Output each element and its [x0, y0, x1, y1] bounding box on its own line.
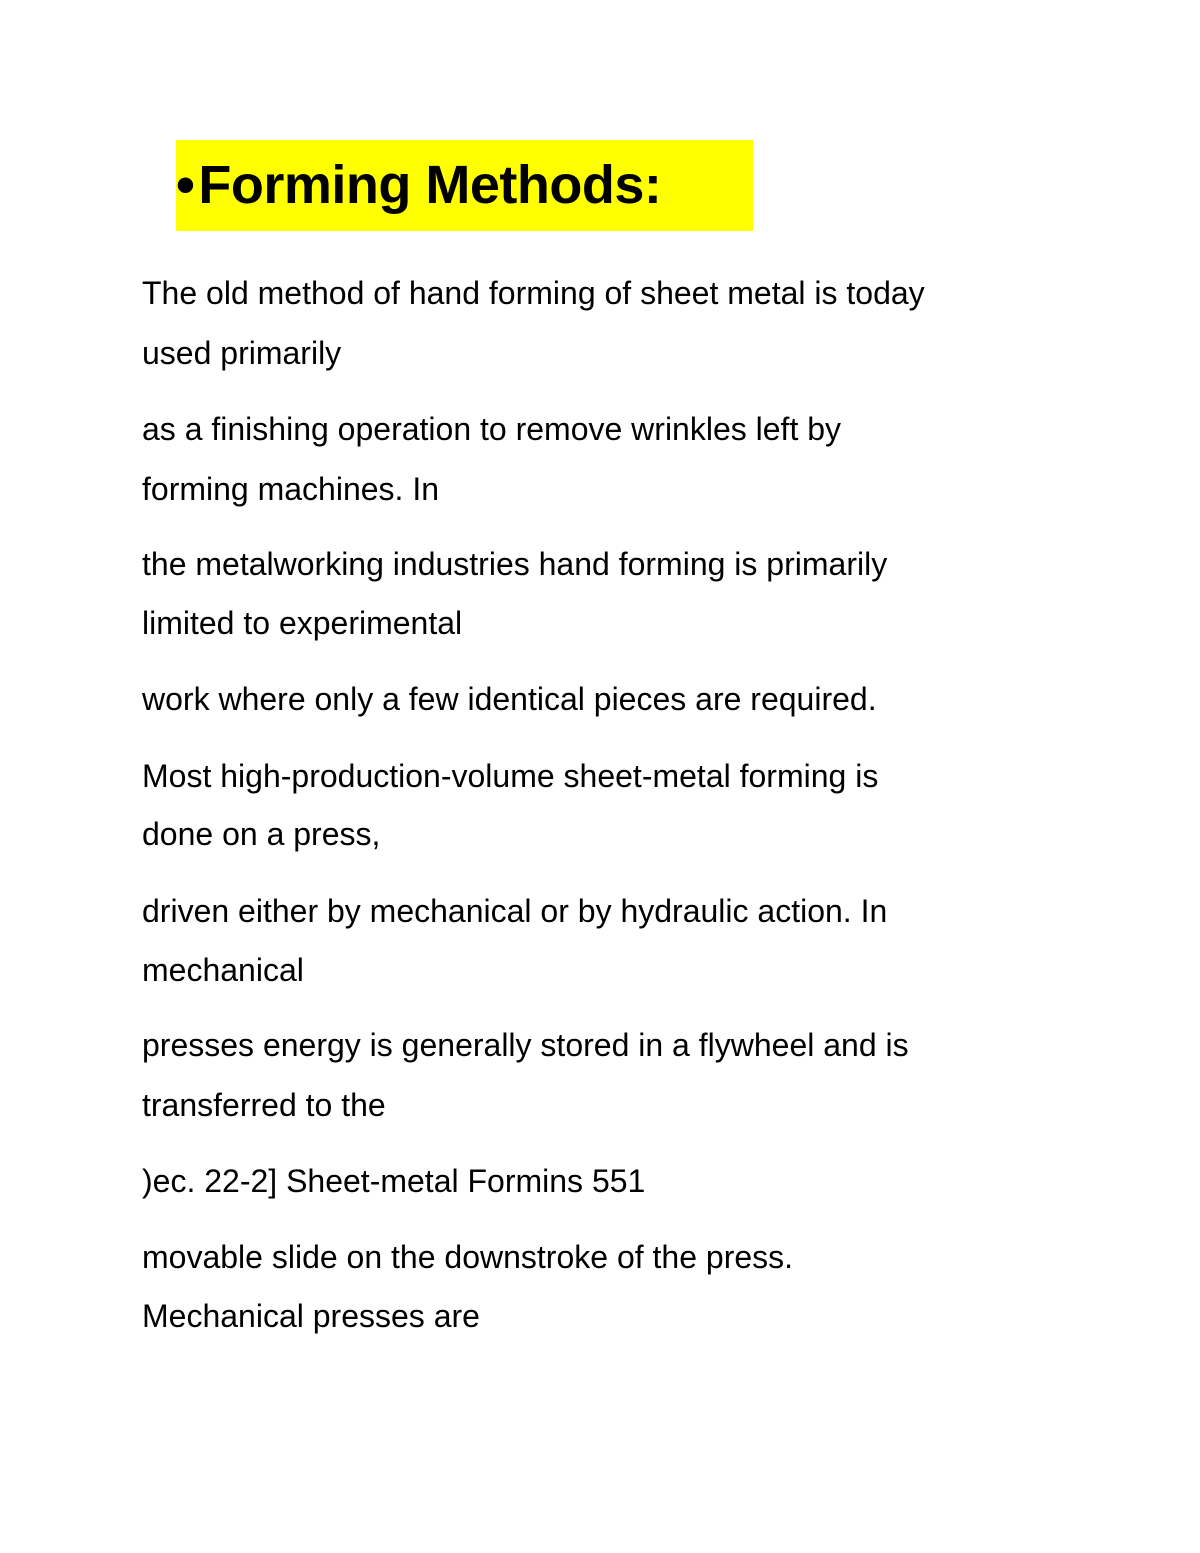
- body-line: transferred to the: [142, 1087, 386, 1123]
- body-line: work where only a few identical pieces are required.: [142, 681, 877, 717]
- body-line: presses energy is generally stored in a flywheel and is: [142, 1027, 909, 1063]
- body-line: as a finishing operation to remove wrinkles left by: [142, 411, 842, 447]
- body-line: forming machines. In: [142, 471, 440, 507]
- body-line: Most high-production-volume sheet-metal forming is: [142, 758, 879, 794]
- body-line: used primarily: [142, 335, 342, 371]
- body-line: the metalworking industries hand forming is primarily: [142, 546, 888, 582]
- section-heading: [176, 140, 753, 231]
- heading-title: Forming Methods:: [198, 155, 662, 215]
- page-header-line: )ec. 22-2] Sheet-metal Formins 551: [142, 1163, 646, 1199]
- body-line: The old method of hand forming of sheet metal is today: [142, 275, 925, 311]
- body-line: Mechanical presses are: [142, 1298, 480, 1334]
- body-line: limited to experimental: [142, 605, 463, 641]
- body-line: done on a press,: [142, 816, 381, 852]
- body-line: driven either by mechanical or by hydraulic action. In: [142, 893, 888, 929]
- body-line: mechanical: [142, 952, 304, 988]
- bullet-icon: •: [176, 155, 195, 215]
- body-line: movable slide on the downstroke of the press.: [142, 1239, 794, 1275]
